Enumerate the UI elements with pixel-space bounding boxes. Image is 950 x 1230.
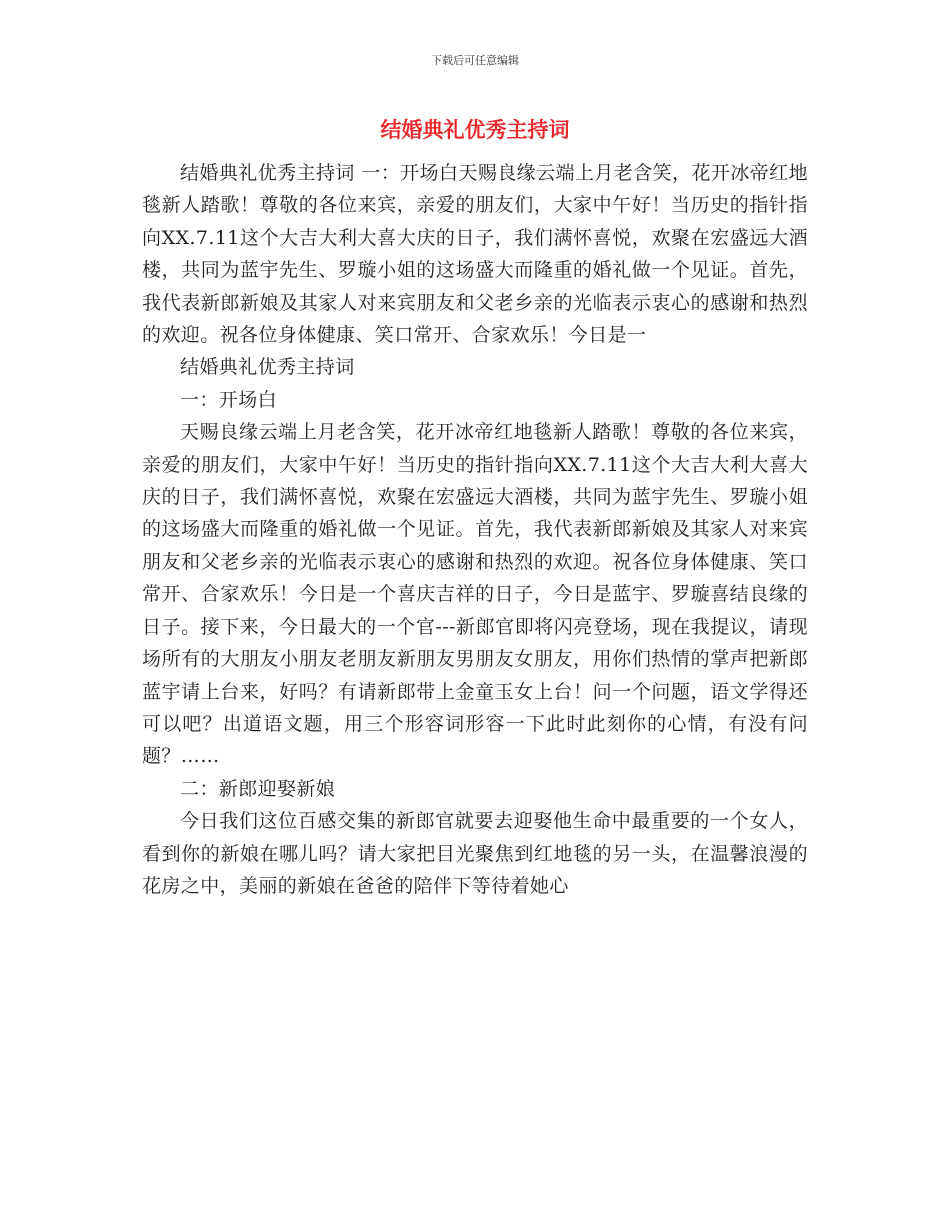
paragraph-heading-groom: 二：新郎迎娶新娘	[180, 777, 336, 800]
paragraph-groom-speech: 今日我们这位百感交集的新郎官就要去迎娶他生命中最重要的一个女人，看到你的新娘在哪儿吗？请大家把目光聚焦到红地毯的另一头，在温馨浪漫的花房之中，美丽的新娘在爸爸的陪伴下等待着她心	[142, 810, 808, 897]
page-header: 下载后可任意编辑	[431, 54, 519, 67]
paragraph-heading-opening: 一：开场白	[180, 388, 278, 411]
paragraph-heading-title: 结婚典礼优秀主持词	[180, 356, 355, 379]
paragraph-opening-speech: 天赐良缘云端上月老含笑，花开冰帝红地毯新人踏歌！尊敬的各位来宾，亲爱的朋友们，大家中午好！当历史的指针指向XX.7.11这个大吉大利大喜大庆的日子，我们满怀喜悦，欢聚在宏盛远大酒楼，共同为蓝宇先生、罗璇小姐的这场盛大而隆重的婚礼做一个见证。首先，我代表新郎新娘及其家人对来宾朋友和父老乡亲的光临表示衷心的感谢和热烈的欢迎。祝各位身体健康、笑口常开、合家欢乐！今日是一个喜庆吉祥的日子，今日是蓝宇、罗璇喜结良缘的日子。接下来，今日最大的一个官---新郎官即将闪亮登场，现在我提议，请现场所有的大朋友小朋友老朋友新朋友男朋友女朋友，用你们热情的掌声把新郎蓝宇请上台来，好吗？有请新郎带上金童玉女上台！问一个问题，语文学得还可以吧？出道语文题，用三个形容词形容一下此时此刻你的心情，有没有问题？……	[142, 421, 808, 768]
paragraph-intro: 结婚典礼优秀主持词 一：开场白天赐良缘云端上月老含笑，花开冰帝红地毯新人踏歌！尊敬的各位来宾，亲爱的朋友们，大家中午好！当历史的指针指向XX.7.11这个大吉大利大喜大庆的日子，我们满怀喜悦，欢聚在宏盛远大酒楼，共同为蓝宇先生、罗璇小姐的这场盛大而隆重的婚礼做一个见证。首先，我代表新郎新娘及其家人对来宾朋友和父老乡亲的光临表示衷心的感谢和热烈的欢迎。祝各位身体健康、笑口常开、合家欢乐！今日是一	[142, 162, 808, 347]
document-title: 结婚典礼优秀主持词	[380, 117, 570, 142]
document-body	[142, 157, 808, 902]
